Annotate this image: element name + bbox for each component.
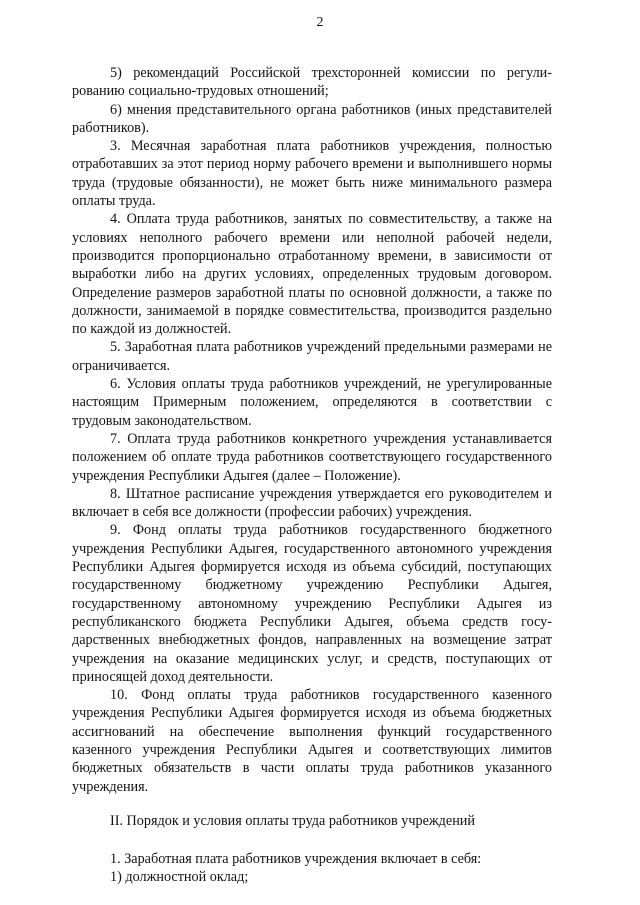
list-item-base-salary: 1) должностной оклад; xyxy=(110,869,249,886)
list-item-salary-composition: 1. Заработная плата работников учреждения включает в себя: xyxy=(110,851,482,868)
paragraph-3-minimum-wage: 3. Месячная заработная плата работников учреждения, полностью отработавших за этот период норму рабочего времени и выполнившего нормы труда (трудовые обязанности), не может быть ниже минимального размера оплаты труда. xyxy=(72,138,552,210)
paragraph-10-state-institution-fund: 10. Фонд оплаты труда работников государственного казенного учреждения Республики Адыгея формируется исходя из объема бюджетных ассигнований на обеспечение выполнения функций государственного казенного учреждения Республики Адыгея и соответствующих лимитов бюджетных обязательств в части оплаты труда работников указанного учреждения. xyxy=(72,687,552,795)
paragraph-7-regulation: 7. Оплата труда работников конкретного учреждения устанавливается положением об оплате труда работников соответствующего государственного учреждения Республики Адыгея (далее – Положение). xyxy=(72,430,552,484)
paragraph-5-no-limits: 5. Заработная плата работников учреждений предельными размерами не ограничивается. xyxy=(72,339,552,374)
section-heading: II. Порядок и условия оплаты труда работников учреждений xyxy=(110,812,475,829)
paragraph-representatives-opinion: 6) мнения представительного органа работников (иных представителей работников). xyxy=(72,101,552,136)
paragraph-6-unregulated-conditions: 6. Условия оплаты труда работников учреждений, не урегулированные настоящим Примерным положением, определяются в соответствии с трудовым законодательством. xyxy=(72,376,552,429)
page-number: 2 xyxy=(316,15,324,30)
paragraph-4-part-time-pay: 4. Оплата труда работников, занятых по совместительству, а также на условиях неполного рабочего времени или неполной рабочей недели, производится пропорционально отработанному времени, в зависимости от выработки либо на других условиях, определенных трудовым договором. Определение размеров заработной платы по основной должности, а также по должности, занимаемой в порядке совместительства, производится раздельно по каждой из должностей. xyxy=(72,211,552,338)
paragraph-9-budget-fund: 9. Фонд оплаты труда работников государственного бюджетного учреждения Республики Адыгея, государственного автономного учреждения Республики Адыгея формируется исходя из объема субсидий, поступающих государственному бюджетному учреждению Республики Адыгея, государственному автономному учреждению Республики Адыгея из республиканского бюджета Республики Адыгея, объема средств государственных внебюджетных фондов, направленных на возмещение затрат учреждения на оказание медицинских услуг, и средств, поступающих от приносящей доход деятельности. xyxy=(72,522,552,685)
paragraph-8-staff-schedule: 8. Штатное расписание учреждения утверждается его руководителем и включает в себя все должности (профессии рабочих) учреждения. xyxy=(72,485,552,521)
paragraph-recommendations: 5) рекомендаций Российской трехсторонней комиссии по регулированию социально-трудовых отношений; xyxy=(72,65,552,100)
document-body xyxy=(72,64,552,887)
